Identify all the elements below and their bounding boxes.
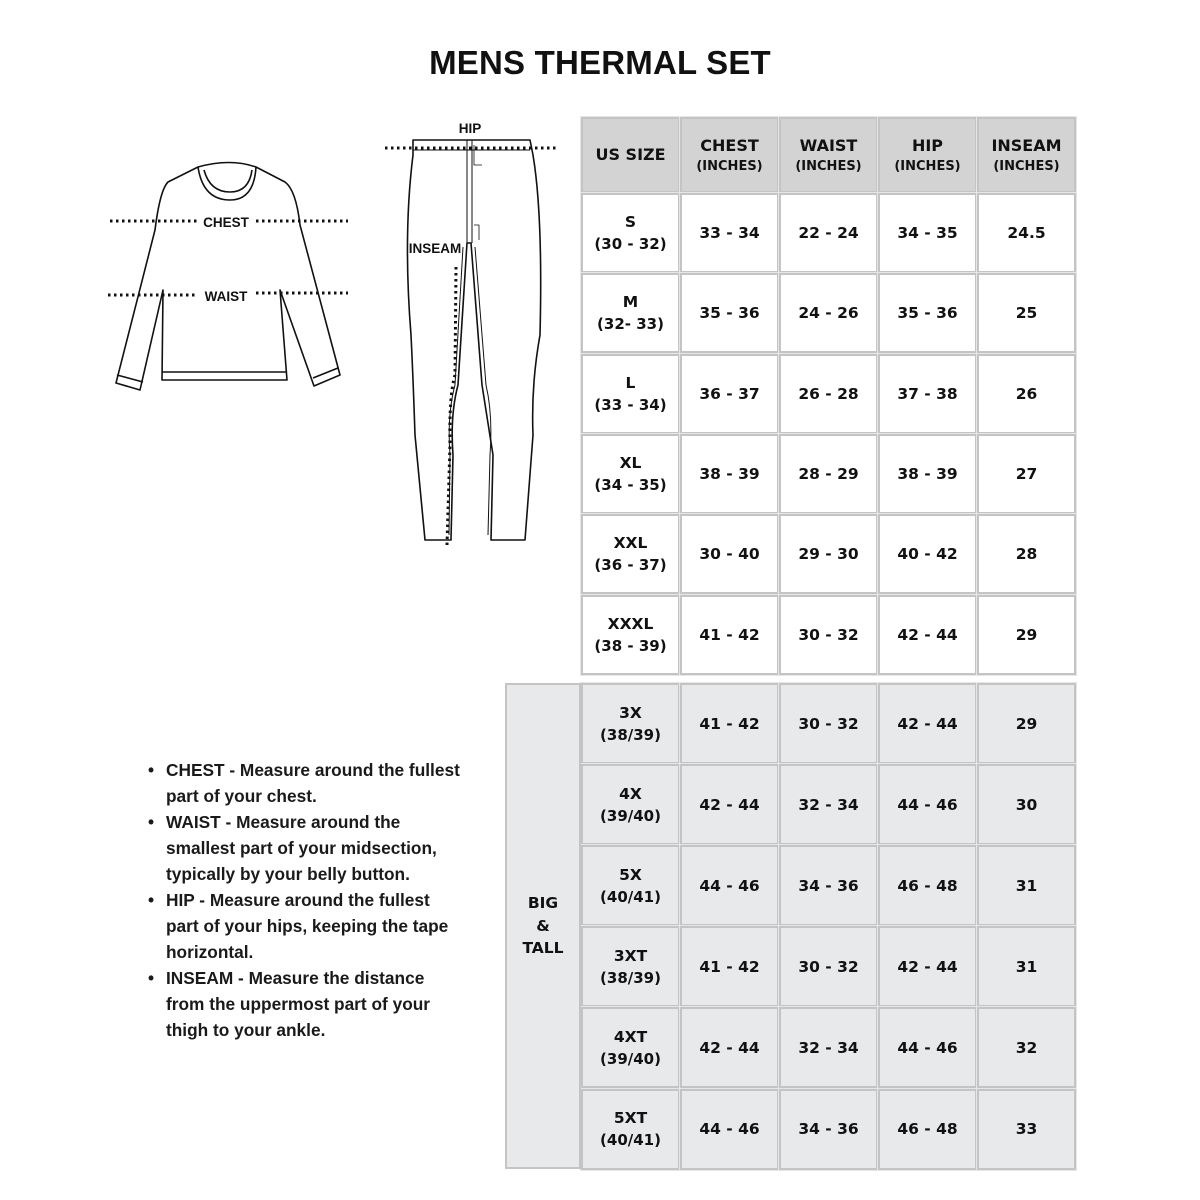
table-cell-hip [878,193,977,273]
page-title: MENS THERMAL SET [429,44,771,81]
size-name: S [624,213,637,231]
table-cell-waist [779,514,878,594]
size-cell [581,764,680,845]
table-cell-waist [779,845,878,926]
table-cell-waist [779,595,878,675]
hip-value: 40 - 42 [897,545,958,564]
chest-value: 42 - 44 [699,795,760,814]
chest-value: 41 - 42 [699,957,760,976]
inseam-value: 33 [1015,1120,1038,1138]
size-cell [581,1089,680,1170]
big-tall-label-line: & [536,916,550,935]
size-cell [581,595,680,675]
inseam-value: 32 [1015,1038,1038,1057]
hip-value: 34 - 35 [897,224,958,242]
header-cell [680,117,779,193]
inseam-label: INSEAM [408,241,462,256]
size-name: 3XT [613,946,648,965]
table-cell-waist [779,764,878,845]
table-cell-inseam [977,595,1076,675]
size-name: XXXL [607,614,654,633]
inseam-value: 31 [1015,876,1038,895]
hip-value: 37 - 38 [897,384,958,403]
big-tall-label-line: BIG [527,894,559,913]
table-cell-hip [878,764,977,845]
size-cell [581,1007,680,1088]
big-tall-label [505,683,581,1169]
table-cell-chest [680,354,779,434]
table-cell-hip [878,845,977,926]
table-cell-hip [878,354,977,434]
hip-value: 44 - 46 [897,1038,958,1057]
shirt-diagram [100,150,360,400]
measuring-instructions [146,757,466,1043]
waist-value: 28 - 29 [798,464,859,483]
table-cell-inseam [977,193,1076,273]
chest-value: 44 - 46 [699,876,760,895]
table-cell-hip [878,273,977,353]
table-cell-chest [680,845,779,926]
inseam-value: 28 [1015,545,1038,564]
chest-value: 35 - 36 [699,304,760,323]
size-cell [581,434,680,514]
size-name: 3X [619,703,642,722]
table-cell-waist [779,354,878,434]
hip-value: 44 - 46 [897,795,958,814]
inseam-value: 26 [1015,384,1038,403]
table-cell-inseam [977,1089,1076,1170]
chest-value: 41 - 42 [699,625,760,644]
size-range: (38/39) [600,725,661,744]
table-cell-waist [779,683,878,764]
hip-value: 42 - 44 [897,625,958,644]
size-cell [581,514,680,594]
waist-value: 22 - 24 [798,224,859,242]
table-cell-waist [779,193,878,273]
note-inseam: • INSEAM - Measure the distance from the uppermost part of your thigh to your ankle. [146,965,466,1043]
size-name: 5XT [613,1109,648,1127]
note-waist: • WAIST - Measure around the smallest part of your midsection, typically by your belly button. [146,809,466,887]
table-cell-hip [878,683,977,764]
header-unit: (INCHES) [696,158,763,174]
size-name: M [622,293,639,312]
table-cell-waist [779,926,878,1007]
header-title: US SIZE [595,145,666,164]
table-cell-waist [779,434,878,514]
header-cell [878,117,977,193]
size-name: XXL [613,534,648,553]
table-cell-hip [878,926,977,1007]
inseam-value: 29 [1015,714,1038,733]
table-cell-inseam [977,354,1076,434]
header-unit: (INCHES) [795,158,862,174]
table-cell-chest [680,764,779,845]
table-cell-inseam [977,845,1076,926]
table-cell-inseam [977,434,1076,514]
table-cell-chest [680,514,779,594]
size-name: 4XT [613,1027,648,1046]
size-cell [581,354,680,434]
header-title: CHEST [700,135,759,155]
size-range: (36 - 37) [594,556,667,575]
table-cell-chest [680,683,779,764]
chest-label: CHEST [203,215,249,230]
hip-value: 46 - 48 [897,876,958,895]
size-cell [581,683,680,764]
waist-value: 30 - 32 [798,625,859,644]
waist-value: 34 - 36 [798,1120,859,1138]
size-name: 5X [619,865,642,884]
table-cell-inseam [977,273,1076,353]
waist-label: WAIST [204,289,248,304]
hip-value: 42 - 44 [897,714,958,733]
size-cell [581,193,680,273]
size-range: (39/40) [600,1049,661,1068]
table-cell-chest [680,1089,779,1170]
inseam-value: 25 [1015,304,1038,323]
pants-outline-icon [407,140,540,540]
hip-value: 35 - 36 [897,304,958,323]
pants-diagram [375,115,565,555]
table-cell-inseam [977,764,1076,845]
chest-value: 41 - 42 [699,714,760,733]
table-cell-inseam [977,926,1076,1007]
table-cell-chest [680,595,779,675]
size-range: (38 - 39) [594,636,667,655]
header-title: INSEAM [991,135,1062,155]
inseam-value: 30 [1015,795,1038,814]
chest-value: 38 - 39 [699,464,760,483]
header-unit: (INCHES) [993,158,1060,174]
waist-value: 30 - 32 [798,714,859,733]
table-cell-chest [680,193,779,273]
waist-value: 29 - 30 [798,545,859,564]
table-cell-hip [878,434,977,514]
size-cell [581,926,680,1007]
size-name: XL [619,453,642,472]
header-title: HIP [911,135,944,155]
waist-value: 26 - 28 [798,384,859,403]
table-cell-inseam [977,514,1076,594]
table-cell-waist [779,1089,878,1170]
table-cell-hip [878,514,977,594]
inseam-value: 27 [1015,464,1038,483]
waist-value: 24 - 26 [798,304,859,323]
table-cell-chest [680,1007,779,1088]
waist-value: 34 - 36 [798,876,859,895]
table-cell-waist [779,273,878,353]
table-cell-chest [680,434,779,514]
chest-value: 36 - 37 [699,384,760,403]
size-range: (33 - 34) [594,395,667,414]
size-range: (34 - 35) [594,475,667,494]
big-tall-label-line: TALL [522,939,564,958]
size-range: (40/41) [600,1131,661,1149]
size-range: (40/41) [600,887,661,906]
waist-value: 32 - 34 [798,795,859,814]
table-cell-hip [878,1089,977,1170]
waist-value: 32 - 34 [798,1038,859,1057]
hip-value: 42 - 44 [897,957,958,976]
table-cell-hip [878,595,977,675]
note-chest: • CHEST - Measure around the fullest part of your chest. [146,757,466,809]
header-title: WAIST [799,135,858,155]
chest-value: 42 - 44 [699,1038,760,1057]
hip-label: HIP [458,121,482,136]
chest-value: 44 - 46 [699,1120,760,1138]
waist-value: 30 - 32 [798,957,859,976]
size-name: 4X [619,784,642,803]
table-cell-waist [779,1007,878,1088]
note-hip: • HIP - Measure around the fullest part of your hips, keeping the tape horizontal. [146,887,466,965]
inseam-value: 24.5 [1007,224,1046,242]
table-cell-chest [680,273,779,353]
table-cell-inseam [977,1007,1076,1088]
size-name: L [625,373,636,392]
hip-value: 46 - 48 [897,1120,958,1138]
inseam-value: 29 [1015,625,1038,644]
header-cell [779,117,878,193]
size-cell [581,845,680,926]
size-range: (32- 33) [597,315,664,334]
header-cell [977,117,1076,193]
table-cell-hip [878,1007,977,1088]
header-cell [581,117,680,193]
table-cell-inseam [977,683,1076,764]
hip-value: 38 - 39 [897,464,958,483]
size-range: (39/40) [600,806,661,825]
shirt-outline-icon [116,163,340,391]
chest-value: 30 - 40 [699,545,760,564]
size-range: (30 - 32) [594,235,667,253]
header-unit: (INCHES) [894,158,961,174]
table-cell-chest [680,926,779,1007]
inseam-value: 31 [1015,957,1038,976]
size-cell [581,273,680,353]
chest-value: 33 - 34 [699,224,760,242]
size-range: (38/39) [600,968,661,987]
